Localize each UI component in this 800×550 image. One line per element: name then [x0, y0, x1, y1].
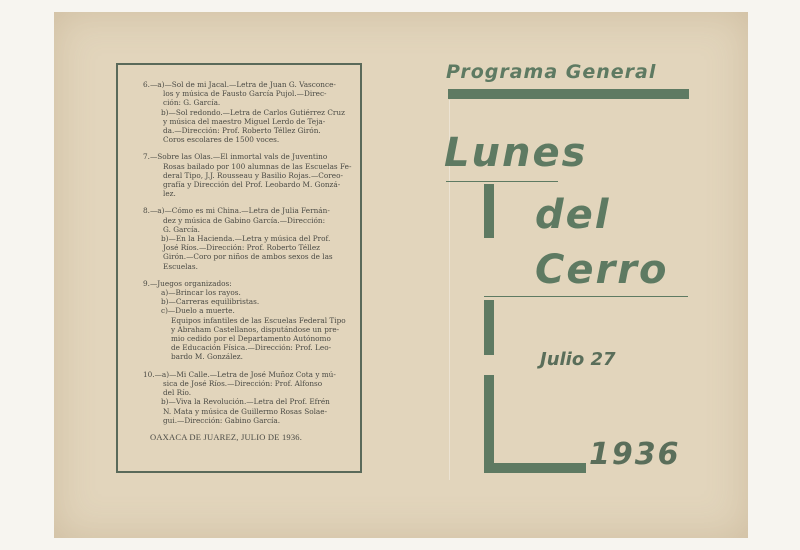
program-item-line: bardo M. González. — [171, 352, 243, 362]
title-underline-bar — [448, 89, 689, 99]
program-item-line: Equipos infantiles de las Escuelas Federal Tipo — [171, 315, 346, 325]
program-item — [143, 80, 355, 144]
left-vertical-bar-2 — [484, 300, 494, 355]
program-item-line: los y música de Fausto García Pujol.—Direc- — [163, 89, 327, 99]
program-item-line: 7.—Sobre las Olas.—El inmortal vals de Juventino — [143, 152, 328, 162]
program-item-line: b)—Carreras equilibristas. — [161, 297, 260, 307]
program-item-line: mio cedido por el Departamento Autónomo — [171, 334, 331, 344]
program-item-line: ción: G. García. — [163, 98, 221, 108]
cover-date: Julio 27 — [540, 349, 616, 370]
program-item-line: Coros escolares de 1500 voces. — [163, 135, 280, 145]
place-date-footer: OAXACA DE JUAREZ, JULIO DE 1936. — [150, 432, 303, 442]
cover-word-del: del — [535, 192, 611, 238]
program-item-line: dez y música de Gabino García.—Dirección: — [163, 215, 326, 225]
bottom-horizontal-bar — [484, 463, 586, 473]
program-item-line: gui.—Dirección: Gabino García. — [163, 415, 281, 425]
cover-word-lunes: Lunes — [444, 130, 588, 176]
lunes-rule — [446, 181, 558, 182]
program-item-line: da.—Dirección: Prof. Roberto Téllez Girón. — [163, 126, 321, 136]
program-item-line: del Río. — [163, 388, 192, 398]
cover-year: 1936 — [589, 437, 681, 472]
program-item-line: a)—Brincar los rayos. — [161, 288, 241, 298]
program-item-line: y música del maestro Miguel Lerdo de Teja- — [163, 116, 326, 126]
program-item — [143, 279, 355, 362]
program-item-line: c)—Duelo a muerte. — [161, 306, 235, 316]
program-item — [143, 152, 355, 198]
left-vertical-bar-1 — [484, 184, 494, 238]
cerro-rule — [484, 296, 688, 297]
program-item-line: Rosas bailado por 100 alumnas de las Escuelas Fe- — [163, 161, 352, 171]
program-item-line: Girón.—Coro por niños de ambos sexos de las — [163, 252, 333, 262]
program-item-line: y Abraham Castellanos, disputándose un pre- — [171, 324, 340, 334]
program-item-line: N. Mata y música de Guillermo Rosas Solae- — [163, 406, 328, 416]
program-item-line: G. García. — [163, 224, 200, 234]
program-item-line: José Ríos.—Dirección: Prof. Roberto Téllez — [163, 243, 320, 253]
program-item-line: deral Tipo, J.J. Rousseau y Basilio Rojas.—Coreo- — [163, 170, 343, 180]
program-item-line: de Educación Física.—Dirección: Prof. Leo- — [171, 343, 332, 353]
cover-title: Programa General — [446, 61, 657, 83]
program-item-line: lez. — [163, 189, 176, 199]
program-list — [143, 80, 355, 433]
program-item-line: grafía y Dirección del Prof. Leobardo M. Gonzá- — [163, 180, 341, 190]
program-item — [143, 370, 355, 425]
program-item-line: b)—Sol redondo.—Letra de Carlos Gutiérrez Cruz — [161, 107, 345, 117]
left-vertical-bar-3 — [484, 375, 494, 473]
program-item-line: b)—En la Hacienda.—Letra y música del Prof. — [161, 234, 331, 244]
program-item-line: sica de José Ríos.—Dirección: Prof. Alfonso — [163, 378, 323, 388]
program-item-line: 6.—a)—Sol de mi Jacal.—Letra de Juan G. Vasconce- — [143, 80, 336, 89]
program-item-line: 9.—Juegos organizados: — [143, 278, 232, 288]
cover-word-cerro: Cerro — [535, 247, 669, 293]
program-item-line: 8.—a)—Cómo es mi China.—Letra de Julia Fernán- — [143, 206, 330, 216]
program-item — [143, 206, 355, 270]
program-item-line: b)—Viva la Revolución.—Letra del Prof. Efrén — [161, 397, 330, 407]
program-item-line: Escuelas. — [163, 261, 198, 271]
program-item-line: 10.—a)—Mi Calle.—Letra de José Muñoz Cota y mú- — [143, 369, 336, 379]
